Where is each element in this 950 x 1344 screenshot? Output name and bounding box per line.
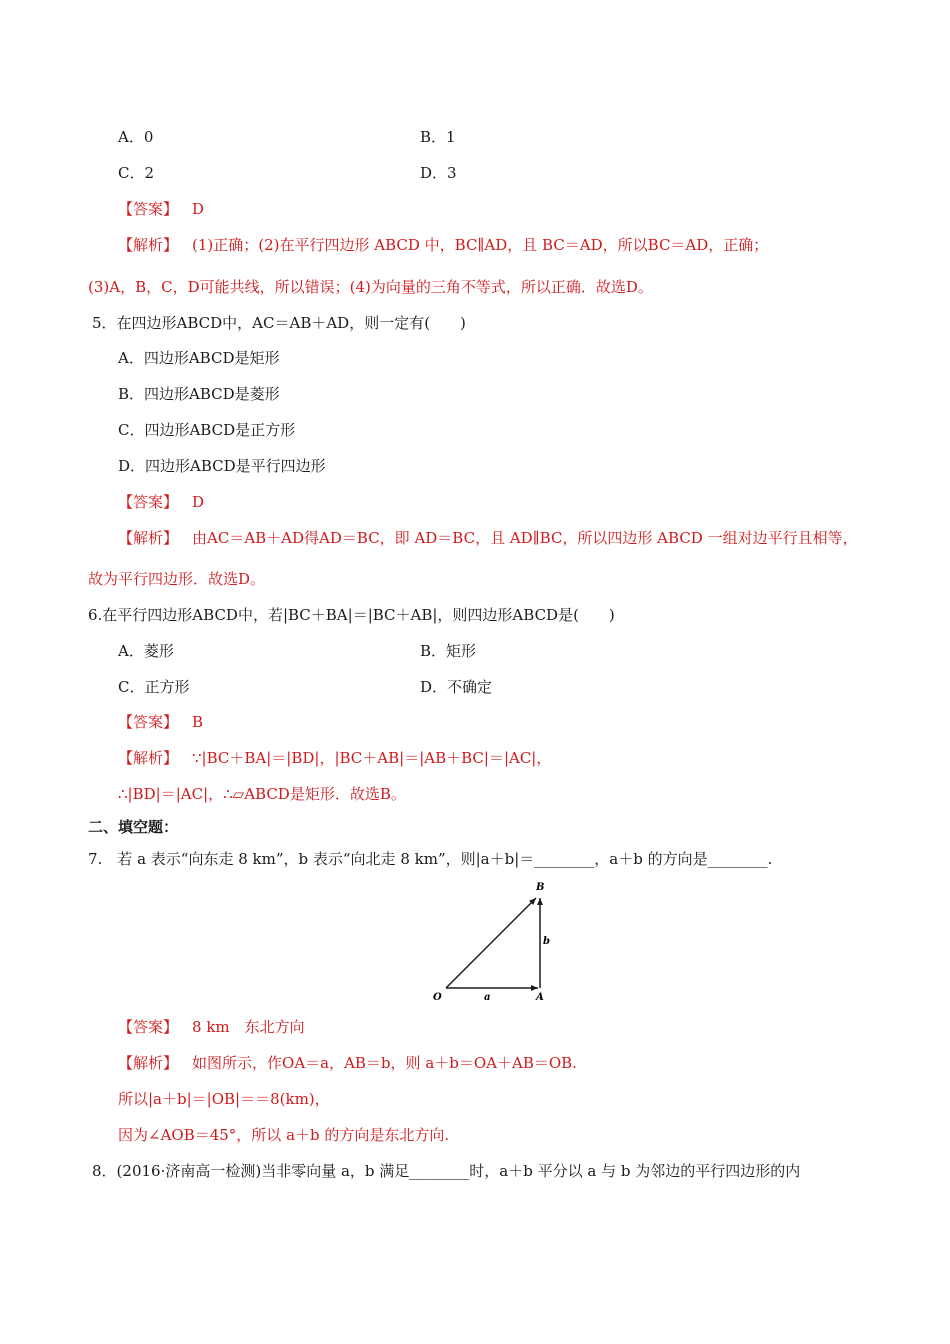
q5-option-c: C．四边形ABCD是正方形: [118, 421, 296, 439]
q7-analysis-1: [118, 1053, 577, 1073]
q4-option-d: D．3: [420, 164, 457, 182]
label-o: O: [433, 992, 442, 1003]
section-title: 二、填空题：: [88, 818, 179, 836]
q7-answer: [118, 1017, 305, 1037]
analysis-tag: 【解析】: [118, 236, 179, 254]
q8-stem: 8．(2016·济南高一检测)当非零向量 a，b 满足________时，a＋b 平分以 a 与 b 为邻边的平行四边形的内: [92, 1162, 801, 1180]
q5-option-d: D．四边形ABCD是平行四边形: [118, 457, 326, 475]
q6-option-b: B．矩形: [420, 642, 477, 660]
answer-tag: 【答案】: [118, 1018, 179, 1036]
q4-option-c: C．2: [118, 164, 155, 182]
q7-analysis-3: 因为∠AOB＝45°，所以 a＋b 的方向是东北方向.: [118, 1126, 450, 1144]
q7-stem: 7. 若 a 表示“向东走 8 km”，b 表示“向北走 8 km”，则|a＋b|＝________，a＋b 的方向是________.: [88, 850, 773, 868]
vector-diagram: [430, 876, 560, 1004]
vector-ob-arrow: [446, 898, 536, 988]
analysis-text: (1)正确；(2)在平行四边形 ABCD 中，BC∥AD，且 BC＝AD，所以BC＝AD，正确；: [192, 236, 769, 254]
analysis-tag: 【解析】: [118, 529, 179, 547]
answer-tag: 【答案】: [118, 200, 179, 218]
q5-option-b: B．四边形ABCD是菱形: [118, 385, 280, 403]
analysis-text: ∵|BC＋BA|＝|BD|，|BC＋AB|＝|AB＋BC|＝|AC|，: [192, 749, 552, 767]
analysis-tag: 【解析】: [118, 1054, 179, 1072]
analysis-text: 由AC＝AB＋AD得AD＝BC，即 AD＝BC，且 AD∥BC，所以四边形 ABCD 一组对边平行且相等，: [192, 529, 858, 547]
q5-stem: 5．在四边形ABCD中，AC＝AB＋AD，则一定有( ): [92, 314, 466, 332]
q6-analysis-1: [118, 748, 551, 768]
q4-option-b: B．1: [420, 128, 456, 146]
q5-answer: [118, 492, 204, 512]
answer-value: B: [192, 713, 204, 731]
q4-option-a: A．0: [118, 128, 154, 146]
label-b: B: [536, 882, 545, 893]
analysis-text: 如图所示，作OA＝a，AB＝b，则 a＋b＝OA＋AB＝OB.: [192, 1054, 577, 1072]
answer-tag: 【答案】: [118, 713, 179, 731]
q6-stem: 6.在平行四边形ABCD中，若|BC＋BA|＝|BC＋AB|，则四边形ABCD是( ): [88, 606, 615, 624]
q4-answer: [118, 199, 204, 219]
q5-option-a: A．四边形ABCD是矩形: [118, 349, 280, 367]
label-vector-a: a: [484, 992, 491, 1003]
q6-answer: [118, 712, 203, 732]
q4-analysis-2: (3)A，B，C，D可能共线，所以错误；(4)为向量的三角不等式，所以正确．故选D。: [88, 278, 653, 296]
q7-analysis-2: 所以|a＋b|＝|OB|＝＝8(km)，: [118, 1090, 330, 1108]
label-vector-b: b: [543, 936, 550, 947]
q5-analysis-1: [118, 528, 858, 548]
vector-diagram-svg: [430, 876, 560, 1004]
q5-analysis-2: 故为平行四边形．故选D。: [88, 570, 266, 588]
q6-option-d: D．不确定: [420, 678, 493, 696]
answer-tag: 【答案】: [118, 493, 179, 511]
answer-value: D: [192, 200, 205, 218]
q4-analysis-1: [118, 235, 768, 255]
label-a: A: [536, 992, 544, 1003]
q6-option-c: C．正方形: [118, 678, 190, 696]
answer-value: 8 km 东北方向: [192, 1018, 305, 1036]
q6-analysis-2: ∴|BD|＝|AC|，∴▱ABCD是矩形．故选B。: [118, 785, 406, 803]
analysis-tag: 【解析】: [118, 749, 179, 767]
answer-value: D: [192, 493, 205, 511]
q6-option-a: A．菱形: [118, 642, 174, 660]
